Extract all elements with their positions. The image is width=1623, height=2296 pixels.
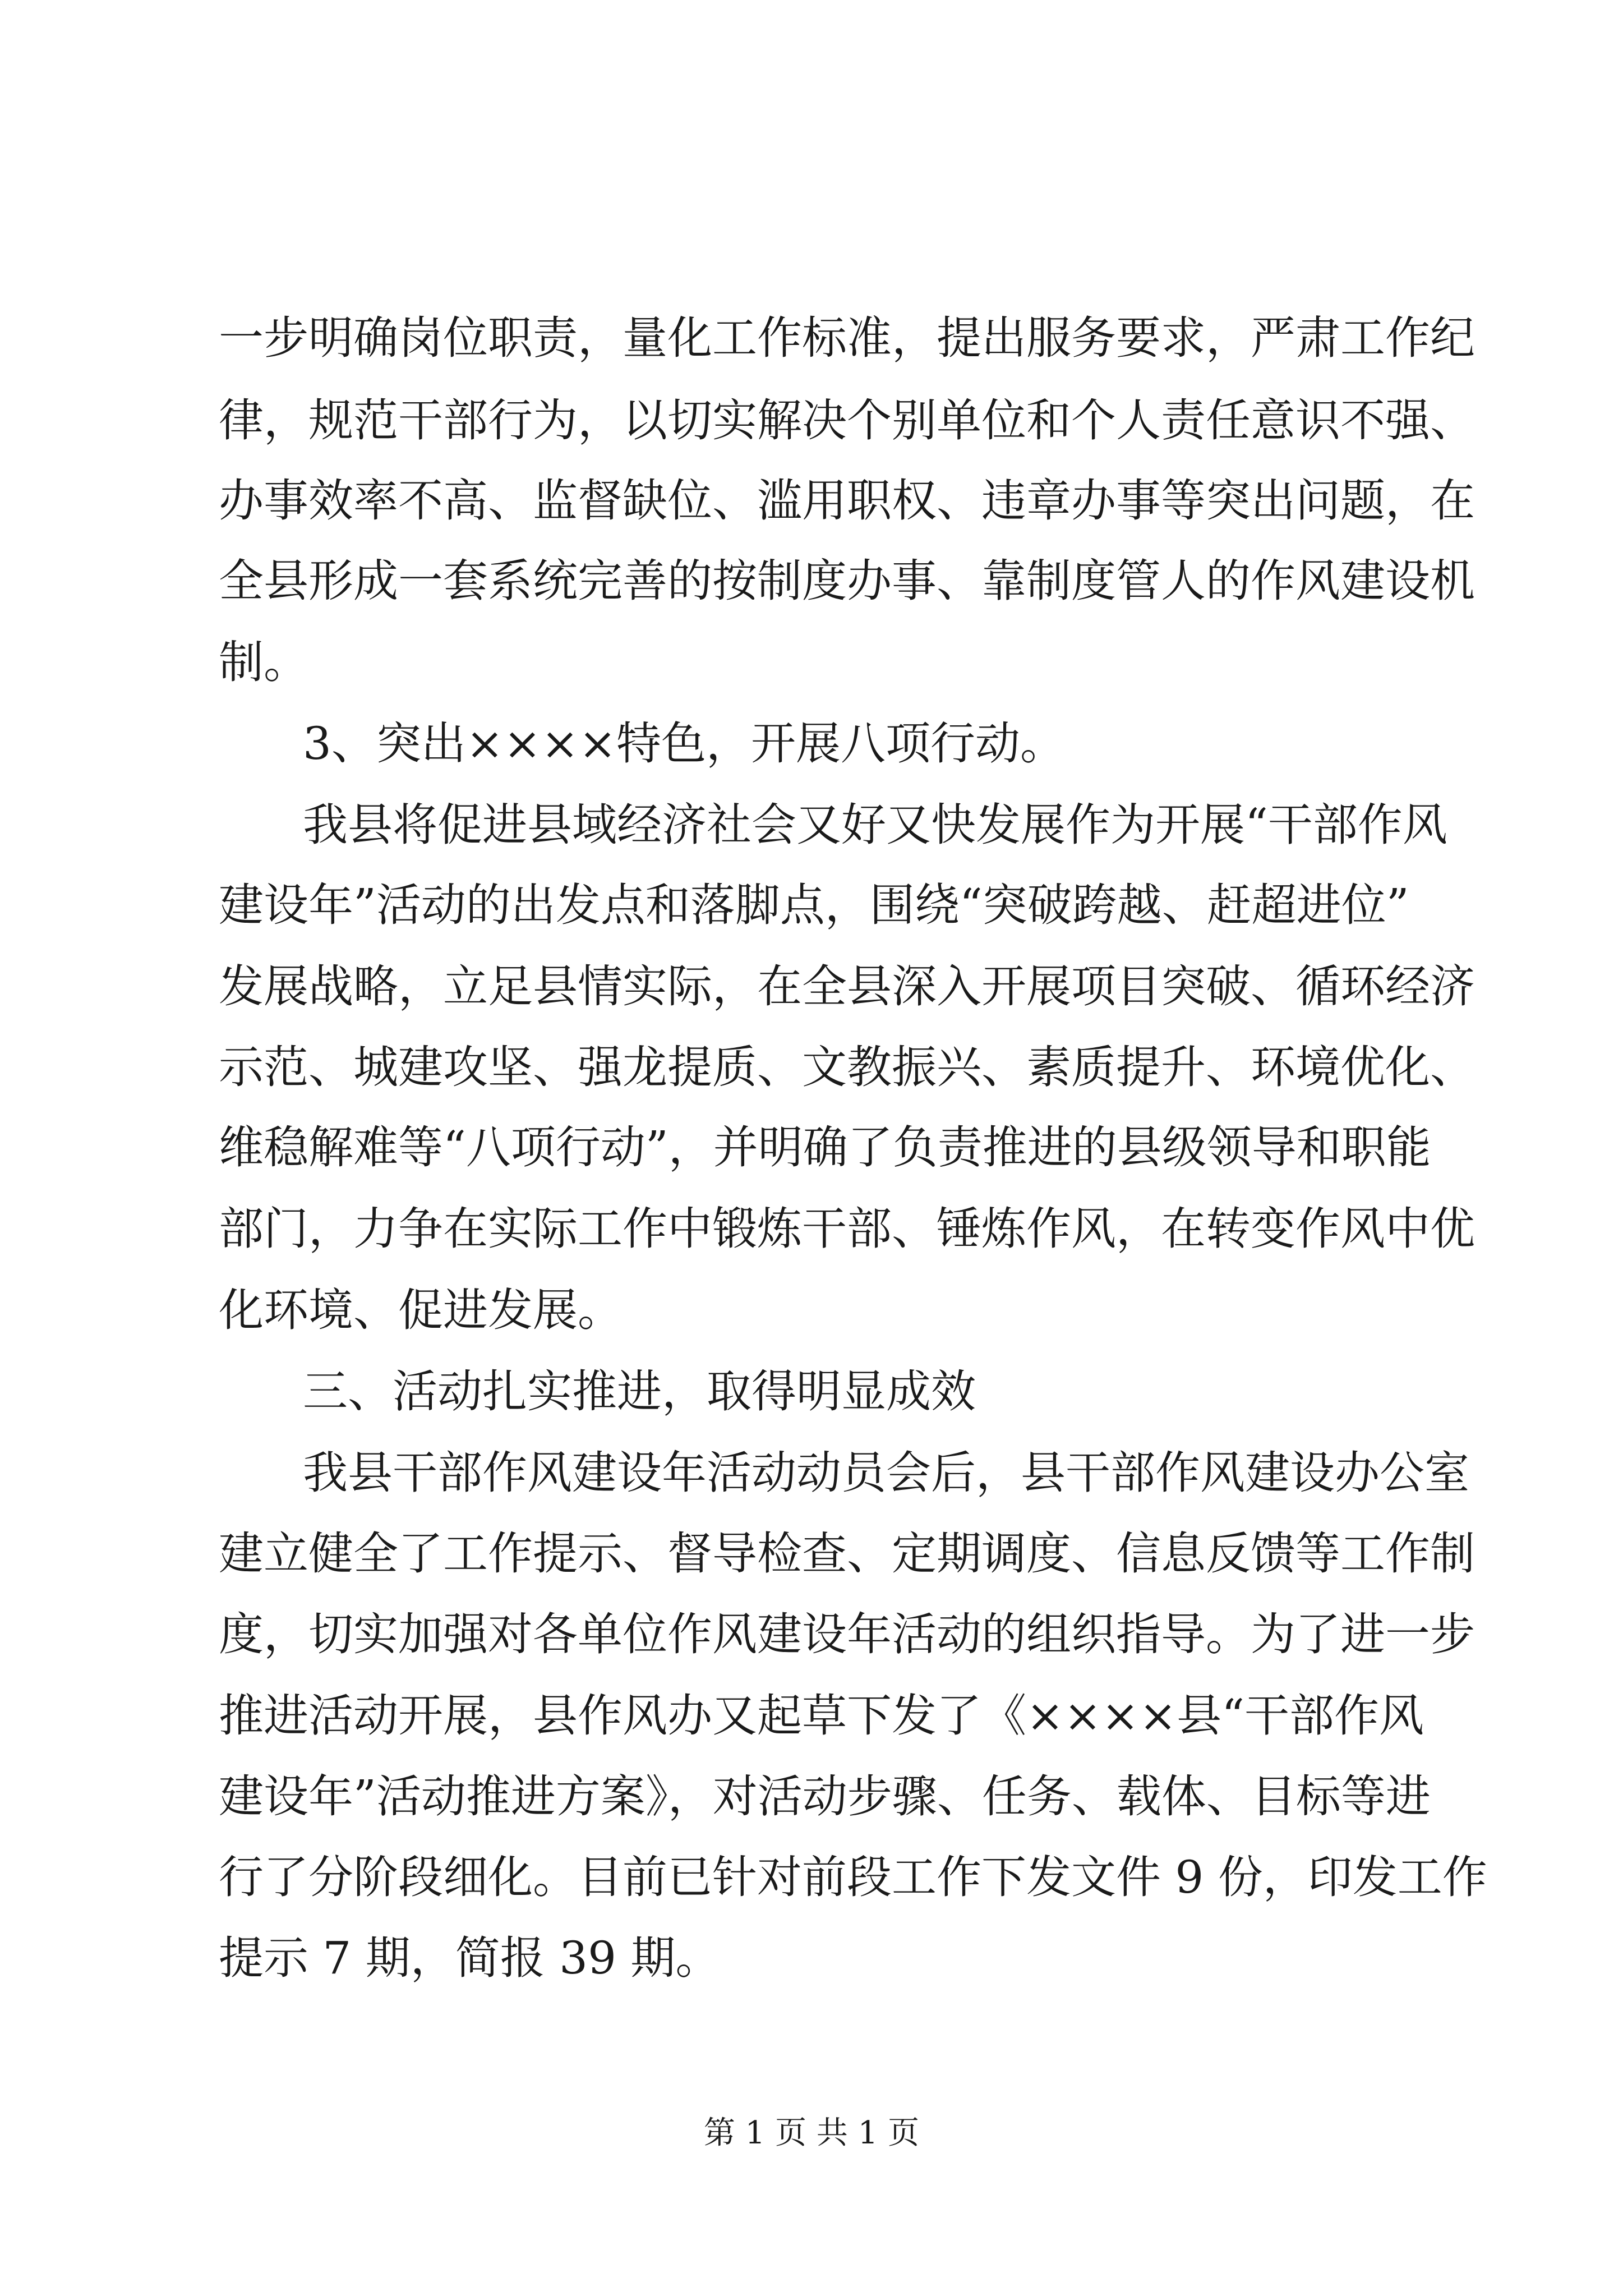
document-page: 一步明确岗位职责，量化工作标准，提出服务要求，严肃工作纪 律，规范干部行为，以切实解决个别单位和个人责任意识不强、 办事效率不高、监督缺位、滥用职权、违章办事等突出问题，在 全县形成一套系统完善的按制度办事、靠制度管人的作风建设机 制。 3、突出××××特色，开展八项行动。 我县将促进县域经济社会又好又快发展作为开展“干部作风 建设年”活动的出发点和落脚点，围绕“突破跨越、赶超进位” 发展战略，立足县情实际，在全县深入开展项目突破、循环经济 示范、城建攻坚、强龙提质、文教振兴、素质提升、环境优化、 维稳解难等“八项行动”，并明确了负责推进的县级领导和职能 部门，力争在实际工作中锻炼干部、锤炼作风，在转变作风中优 化环境、促进发展。 三、活动扎实推进，取得明显成效 我县干部作风建设年活动动员会后，县干部作风建设办公室 建立健全了工作提示、督导检查、定期调度、信息反馈等工作制 度，切实加强对各单位作风建设年活动的组织指导。为了进一步 推进活动开展，县作风办又起草下发了《××××县“干部作风 建设年”活动推进方案》，对活动步骤、任务、载体、目标等进 行了分阶段细化。目前已针对前段工作下发文件 9 份，印发工作 提示 7 期，简报 39 期。 第 1 页 共 1 页 xyxy=(0,0,1623,2296)
page-footer: 第 1 页 共 1 页 xyxy=(703,2115,920,2151)
